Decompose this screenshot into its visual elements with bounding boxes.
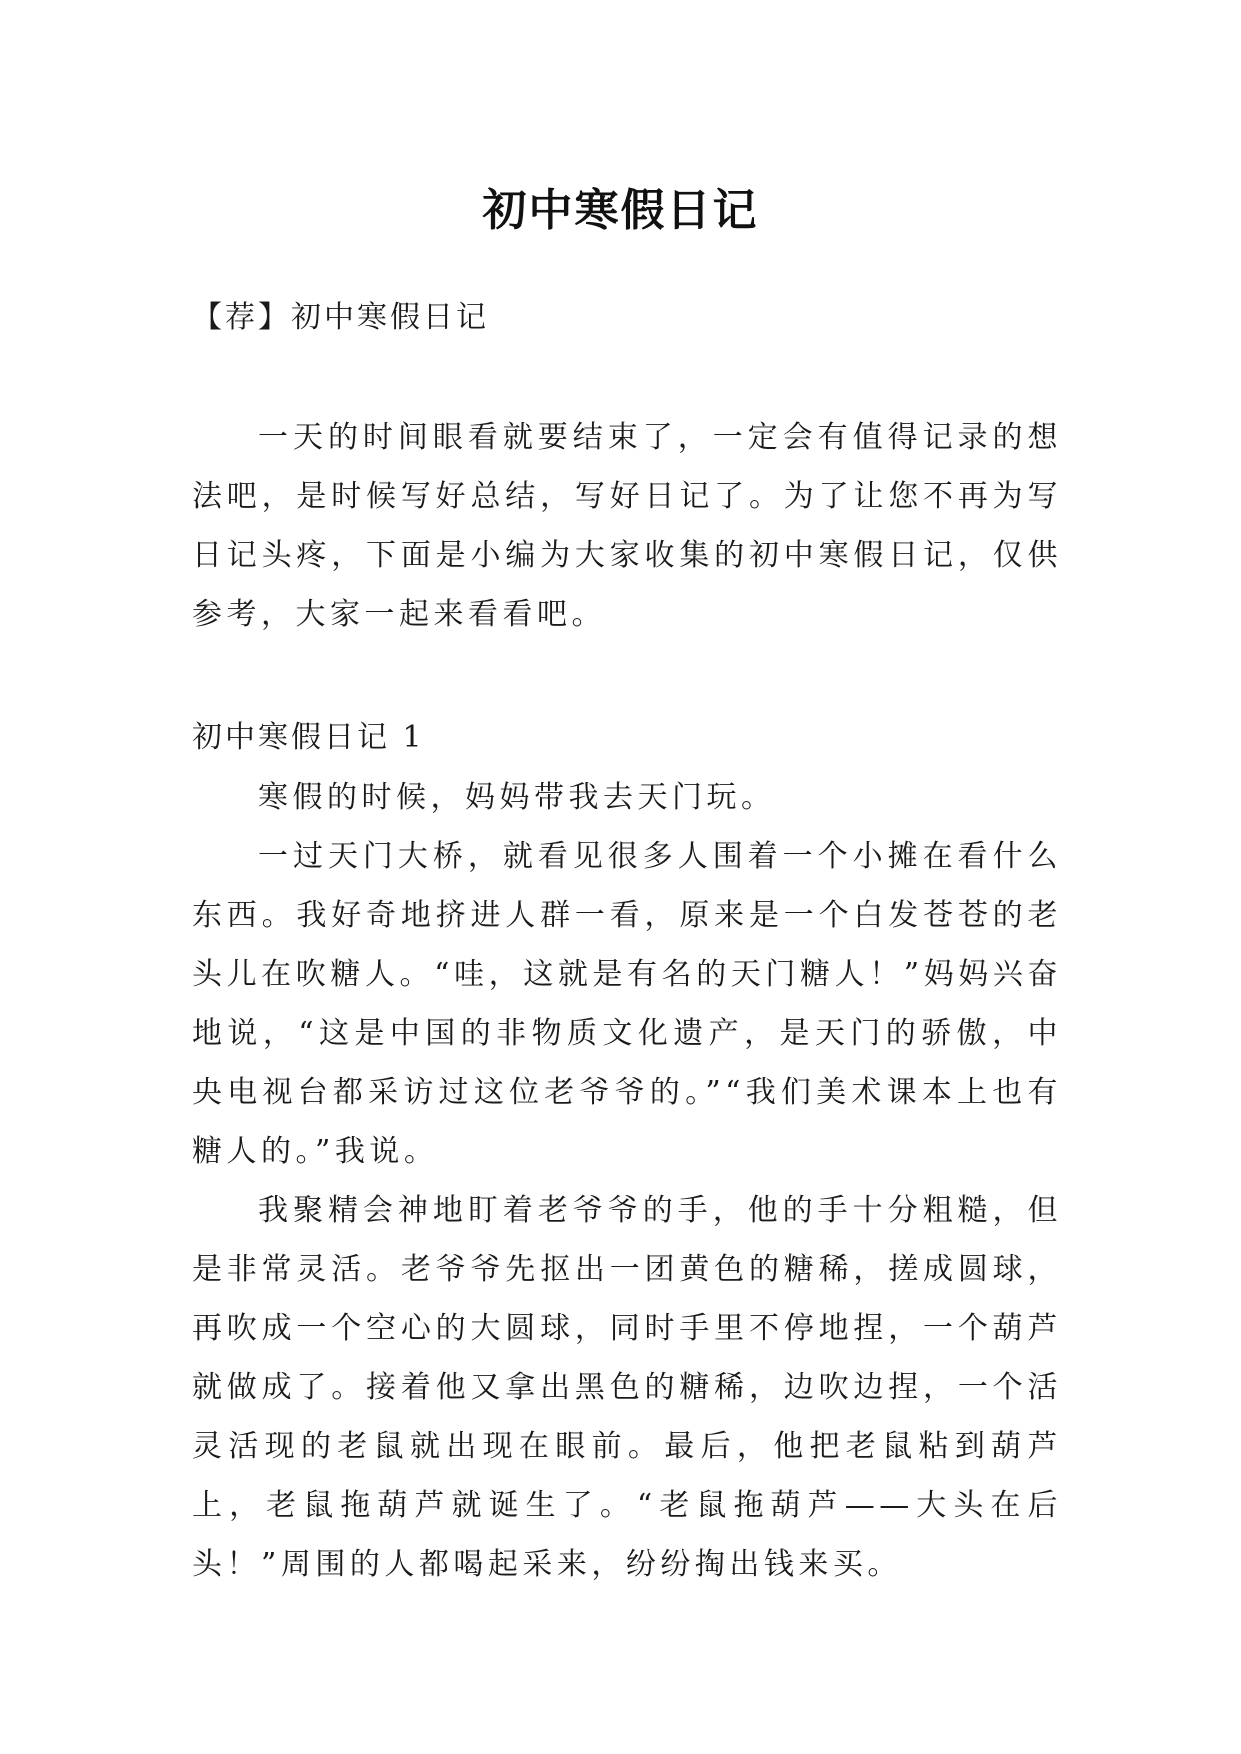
document-body (192, 288, 1062, 1594)
section-paragraph: 寒假的时候，妈妈带我去天门玩。 (258, 780, 776, 815)
section-paragraph: 一过天门大桥，就看见很多人围着一个小摊在看什么东西。我好奇地挤进人群一看，原来是一个白发苍苍的老头儿在吹糖人。“哇，这就是有名的天门糖人！”妈妈兴奋地说，“这是中国的非物质文化遗产，是天门的骄傲，中央电视台都采访过这位老爷爷的。”“我们美术课本上也有糖人的。”我说。 (192, 839, 1062, 1169)
document-title: 初中寒假日记 (482, 185, 759, 237)
intro-paragraph: 一天的时间眼看就要结束了，一定会有值得记录的想法吧，是时候写好总结，写好日记了。为了让您不再为写日记头疼，下面是小编为大家收集的初中寒假日记，仅供参考，大家一起来看看吧。 (192, 420, 1062, 632)
section-heading: 初中寒假日记 1 (192, 720, 425, 755)
document-subtitle: 【荐】初中寒假日记 (192, 300, 489, 335)
section-paragraph: 我聚精会神地盯着老爷爷的手，他的手十分粗糙，但是非常灵活。老爷爷先抠出一团黄色的糖稀，搓成圆球，再吹成一个空心的大圆球，同时手里不停地捏，一个葫芦就做成了。接着他又拿出黑色的糖稀，边吹边捏，一个活灵活现的老鼠就出现在眼前。最后，他把老鼠粘到葫芦上，老鼠拖葫芦就诞生了。“老鼠拖葫芦——大头在后头！”周围的人都喝起采来，纷纷掏出钱来买。 (192, 1193, 1062, 1582)
